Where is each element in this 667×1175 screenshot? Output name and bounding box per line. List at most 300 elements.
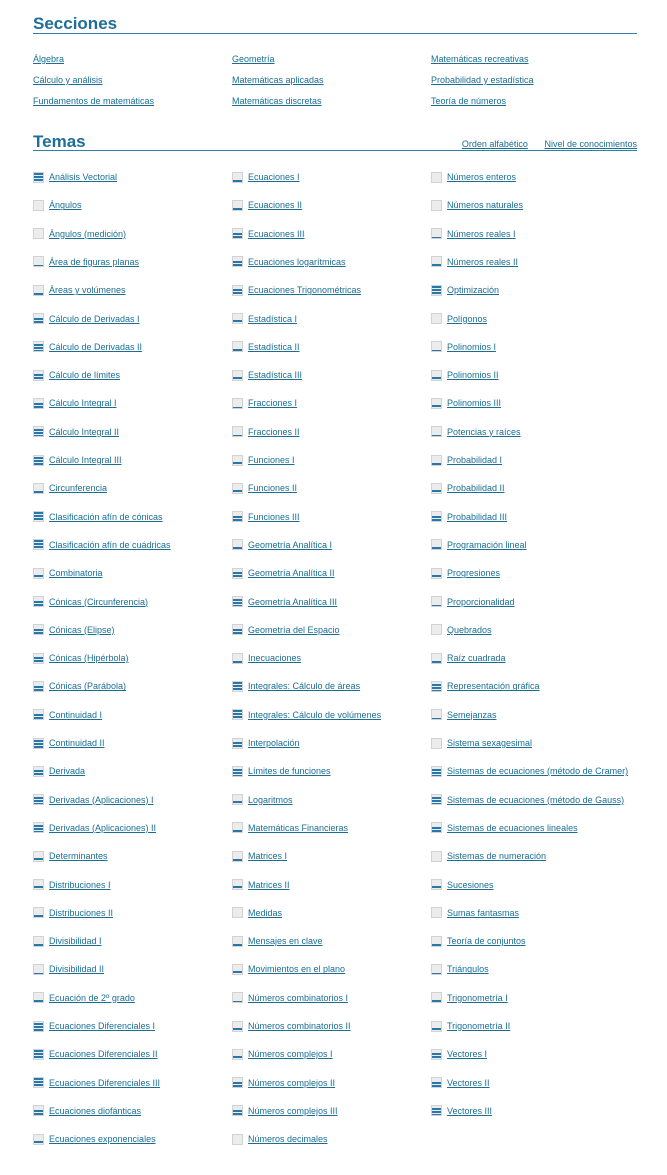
level-fill	[233, 1082, 242, 1087]
topic-link[interactable]: Programación lineal	[447, 539, 527, 550]
topic-link[interactable]: Representación gráfica	[447, 681, 540, 692]
topic-link[interactable]: Matrices II	[248, 879, 290, 890]
topic-item[interactable]	[33, 340, 142, 354]
level-indicator-icon	[232, 992, 243, 1003]
topic-link[interactable]: Geometría Analítica III	[248, 596, 338, 607]
topic-link[interactable]: Límites de funciones	[248, 766, 331, 777]
topic-link[interactable]: Cálculo Integral III	[49, 455, 122, 465]
topic-link[interactable]: Estadística II	[248, 341, 300, 352]
topic-link[interactable]: Cónicas (Parábola)	[49, 681, 127, 692]
topic-item[interactable]	[33, 566, 103, 580]
topic-link[interactable]: Matrices I	[248, 851, 288, 862]
level-fill	[34, 318, 43, 323]
level-indicator-icon	[232, 851, 243, 862]
topic-link[interactable]: Funciones II	[248, 483, 298, 494]
topic-item[interactable]	[232, 538, 332, 552]
topic-item[interactable]	[232, 566, 335, 580]
level-indicator-icon	[232, 653, 243, 664]
section-link[interactable]: Geometría	[232, 54, 275, 64]
topic-link[interactable]: Cálculo de límites	[49, 370, 121, 381]
topic-item[interactable]	[33, 651, 129, 665]
topic-item[interactable]	[232, 425, 300, 439]
topic-link[interactable]: Cónicas (Elipse)	[49, 624, 115, 635]
topic-item[interactable]	[33, 1019, 155, 1033]
level-fill	[233, 886, 242, 889]
topic-link[interactable]: Geometría del Espacio	[248, 624, 340, 635]
level-indicator-icon	[431, 624, 442, 635]
level-indicator-icon	[431, 1105, 442, 1116]
topic-item[interactable]	[431, 1019, 510, 1033]
section-link[interactable]: Probabilidad y estadística	[431, 75, 534, 85]
topic-item[interactable]	[431, 849, 546, 863]
level-fill	[34, 491, 43, 492]
topic-item[interactable]	[33, 878, 111, 892]
topic-link[interactable]: Vectores II	[447, 1077, 490, 1088]
section-link[interactable]: Matemáticas recreativas	[431, 54, 529, 64]
level-indicator-icon	[33, 681, 44, 692]
topic-link[interactable]: Números naturales	[447, 200, 524, 211]
topic-link[interactable]: Cónicas (Circunferencia)	[49, 596, 149, 607]
level-indicator-icon	[33, 936, 44, 947]
topic-link[interactable]: Mensajes en clave	[248, 936, 323, 947]
topic-link[interactable]: Progresiones	[447, 568, 501, 579]
level-fill	[34, 403, 43, 408]
level-indicator-icon	[33, 285, 44, 296]
topic-item[interactable]	[232, 481, 297, 495]
level-indicator-icon	[431, 1021, 442, 1032]
topic-link[interactable]: Derivadas (Aplicaciones) I	[49, 794, 154, 805]
level-fill	[34, 740, 43, 747]
topic-item[interactable]	[431, 566, 500, 580]
topic-item[interactable]	[431, 425, 521, 439]
topic-item[interactable]	[232, 651, 301, 665]
topic-link[interactable]: Integrales: Cálculo de áreas	[248, 681, 361, 692]
topic-link[interactable]: Polígonos	[447, 313, 488, 324]
topic-item[interactable]	[232, 396, 297, 410]
topic-item[interactable]	[33, 962, 104, 976]
topic-link[interactable]: Números complejos II	[248, 1077, 336, 1088]
level-indicator-icon	[33, 851, 44, 862]
topic-item[interactable]	[33, 849, 108, 863]
topic-link[interactable]: Números reales II	[447, 256, 519, 267]
topic-link[interactable]: Ángulos	[49, 200, 82, 211]
topic-link[interactable]: Ecuaciones Diferenciales II	[49, 1049, 158, 1060]
topic-link[interactable]: Sistemas de ecuaciones (método de Cramer)	[447, 766, 629, 777]
section-link[interactable]: Matemáticas aplicadas	[232, 75, 324, 85]
topic-link[interactable]: Números combinatorios I	[248, 992, 349, 1003]
level-indicator-icon	[232, 681, 243, 692]
topic-item[interactable]	[232, 1076, 335, 1090]
topic-link[interactable]: Combinatoria	[49, 568, 103, 579]
level-fill	[34, 1000, 43, 1003]
topic-item[interactable]	[232, 453, 295, 467]
topic-item[interactable]	[232, 764, 331, 778]
topic-link[interactable]: Distribuciones II	[49, 907, 114, 918]
level-indicator-icon	[431, 653, 442, 664]
topic-link[interactable]: Polinomios III	[447, 398, 502, 409]
topic-link[interactable]: Clasificación afín de cuádricas	[49, 539, 171, 550]
level-indicator-icon	[33, 200, 44, 211]
topic-link[interactable]: Ecuaciones II	[248, 200, 303, 211]
topic-link[interactable]: Movimientos en el plano	[248, 964, 346, 975]
topic-link[interactable]: Números complejos III	[248, 1105, 338, 1116]
topic-item[interactable]	[232, 878, 290, 892]
topic-item[interactable]	[33, 481, 107, 495]
topic-link[interactable]: Números enteros	[447, 172, 517, 182]
topic-item[interactable]	[33, 368, 120, 382]
level-fill	[34, 973, 43, 974]
topic-link[interactable]: Ecuaciones I	[248, 172, 300, 182]
topic-link[interactable]: Probabilidad II	[447, 483, 505, 494]
topic-item[interactable]	[33, 934, 102, 948]
topic-item[interactable]	[232, 1104, 338, 1118]
topic-item[interactable]	[33, 623, 115, 637]
topic-link[interactable]: Cálculo de Derivadas I	[49, 313, 140, 324]
topic-link[interactable]: Ecuaciones Diferenciales III	[49, 1077, 161, 1088]
topic-item[interactable]	[232, 368, 302, 382]
topic-link[interactable]: Sucesiones	[447, 879, 494, 890]
level-indicator-icon	[232, 738, 243, 749]
topic-link[interactable]: Proporcionalidad	[447, 596, 515, 607]
topic-link[interactable]: Inecuaciones	[248, 653, 302, 664]
topic-item[interactable]	[232, 736, 300, 750]
topic-link[interactable]: Circunferencia	[49, 483, 108, 494]
topic-item[interactable]	[431, 934, 526, 948]
topic-item[interactable]	[431, 651, 506, 665]
level-indicator-icon	[232, 709, 243, 720]
topic-link[interactable]: Estadística I	[248, 313, 298, 324]
level-fill	[233, 769, 242, 776]
level-indicator-icon	[232, 1105, 243, 1116]
topic-link[interactable]: Sumas fantasmas	[447, 907, 520, 918]
topic-link[interactable]: Semejanzas	[447, 709, 497, 720]
topic-link[interactable]: Continuidad I	[49, 709, 103, 720]
topic-item[interactable]	[431, 623, 492, 637]
topic-link[interactable]: Números decimales	[248, 1134, 328, 1145]
level-fill	[233, 661, 242, 662]
topic-item[interactable]	[431, 1047, 487, 1061]
level-indicator-icon	[232, 200, 243, 211]
topic-item[interactable]	[431, 255, 518, 269]
topic-link[interactable]: Sistemas de numeración	[447, 851, 547, 862]
topic-item[interactable]	[33, 736, 105, 750]
level-indicator-icon	[33, 539, 44, 550]
topic-link[interactable]: Raíz cuadrada	[447, 653, 506, 664]
topic-link[interactable]: Ecuaciones III	[248, 228, 305, 239]
topic-item[interactable]	[232, 991, 348, 1005]
level-indicator-icon	[33, 907, 44, 918]
level-fill	[233, 944, 242, 945]
topic-item[interactable]	[33, 538, 171, 552]
topic-item[interactable]	[33, 595, 148, 609]
topic-item[interactable]	[431, 991, 508, 1005]
topic-item[interactable]	[431, 368, 499, 382]
topic-item[interactable]	[232, 312, 297, 326]
topic-item[interactable]	[431, 227, 516, 241]
topic-link[interactable]: Fracciones I	[248, 398, 298, 409]
topic-link[interactable]: Trigonometría I	[447, 992, 508, 1003]
topic-link[interactable]: Estadística III	[248, 370, 303, 381]
level-fill	[432, 661, 441, 662]
topic-item[interactable]	[431, 1076, 490, 1090]
topic-item[interactable]	[431, 764, 628, 778]
topic-item[interactable]	[431, 962, 489, 976]
topic-link[interactable]: Vectores I	[447, 1049, 488, 1060]
topic-item[interactable]	[33, 1047, 158, 1061]
topic-link[interactable]: Ecuaciones exponenciales	[49, 1134, 156, 1145]
topic-link[interactable]: Funciones III	[248, 511, 300, 522]
level-indicator-icon	[33, 624, 44, 635]
topic-link[interactable]: Ecuaciones Diferenciales I	[49, 1021, 156, 1031]
level-indicator-icon	[33, 398, 44, 409]
level-indicator-icon	[431, 1049, 442, 1060]
level-indicator-icon	[232, 879, 243, 890]
level-indicator-icon	[431, 907, 442, 918]
topic-item[interactable]	[431, 453, 502, 467]
topic-link[interactable]: Cálculo de Derivadas II	[49, 341, 143, 352]
topic-item[interactable]	[232, 906, 282, 920]
topic-item[interactable]	[232, 708, 381, 722]
topic-link[interactable]: Integrales: Cálculo de volúmenes	[248, 709, 382, 720]
topic-link[interactable]: Sistemas de ecuaciones lineales	[447, 822, 578, 833]
level-indicator-icon	[33, 483, 44, 494]
level-indicator-icon	[431, 511, 442, 522]
level-indicator-icon	[33, 1134, 44, 1145]
level-fill	[34, 915, 43, 918]
topic-item[interactable]	[431, 793, 624, 807]
section-link[interactable]: Álgebra	[33, 54, 65, 64]
level-indicator-icon	[33, 455, 44, 466]
topic-item[interactable]	[431, 538, 527, 552]
topic-item[interactable]	[33, 793, 154, 807]
topic-item[interactable]	[431, 736, 532, 750]
level-indicator-icon	[232, 907, 243, 918]
topic-link[interactable]: Derivadas (Aplicaciones) II	[49, 822, 157, 833]
level-fill	[34, 540, 43, 549]
topic-link[interactable]: Ángulos (medición)	[49, 228, 127, 239]
topic-item[interactable]	[431, 821, 578, 835]
topic-item[interactable]	[431, 283, 499, 297]
topic-link[interactable]: Medidas	[248, 907, 283, 918]
topic-link[interactable]: Áreas y volúmenes	[49, 285, 126, 296]
topic-link[interactable]: Polinomios I	[447, 341, 497, 352]
level-indicator-icon	[431, 709, 442, 720]
topic-link[interactable]: Geometría Analítica I	[248, 539, 333, 550]
topic-item[interactable]	[232, 849, 287, 863]
level-indicator-icon	[33, 992, 44, 1003]
level-indicator-icon	[431, 172, 442, 183]
topic-item[interactable]	[232, 255, 346, 269]
topic-item[interactable]	[33, 1076, 160, 1090]
topic-item[interactable]	[33, 906, 113, 920]
topic-link[interactable]: Probabilidad III	[447, 511, 508, 522]
level-fill	[34, 601, 43, 606]
level-indicator-icon	[232, 624, 243, 635]
level-indicator-icon	[431, 851, 442, 862]
topic-link[interactable]: Continuidad II	[49, 738, 105, 748]
level-fill	[432, 718, 441, 719]
topic-link[interactable]: Sistemas de ecuaciones (método de Gauss)	[447, 794, 625, 805]
level-fill	[34, 173, 43, 182]
topic-item[interactable]	[431, 198, 523, 212]
topic-item[interactable]	[431, 708, 497, 722]
topic-item[interactable]	[431, 1104, 492, 1118]
level-indicator-icon	[33, 964, 44, 975]
topic-link[interactable]: Ecuación de 2º grado	[49, 992, 135, 1003]
topic-item[interactable]	[33, 991, 135, 1005]
topic-item[interactable]	[33, 510, 163, 524]
level-indicator-icon	[232, 511, 243, 522]
topic-link[interactable]: Potencias y raíces	[447, 426, 521, 437]
section-link[interactable]: Cálculo y análisis	[33, 75, 103, 85]
topic-item[interactable]	[431, 170, 516, 184]
topic-link[interactable]: Clasificación afín de cónicas	[49, 511, 163, 522]
topic-item[interactable]	[431, 906, 519, 920]
topic-item[interactable]	[33, 1104, 141, 1118]
topic-item[interactable]	[431, 510, 507, 524]
topic-item[interactable]	[431, 312, 487, 326]
topic-item[interactable]	[232, 1047, 333, 1061]
topic-link[interactable]: Trigonometría II	[447, 1021, 511, 1031]
topic-link[interactable]: Distribuciones I	[49, 879, 111, 890]
topic-link[interactable]: Fracciones II	[248, 426, 300, 437]
section-link[interactable]: Fundamentos de matemáticas	[33, 96, 155, 106]
topic-link[interactable]: Cálculo Integral I	[49, 398, 117, 409]
level-fill	[432, 1000, 441, 1003]
level-fill	[432, 350, 441, 351]
topic-link[interactable]: Matemáticas Financieras	[248, 822, 349, 833]
topic-link[interactable]: Funciones I	[248, 455, 295, 465]
topic-link[interactable]: Ecuaciones Trigonométricas	[248, 285, 362, 296]
level-indicator-icon	[431, 426, 442, 437]
topic-link[interactable]: Teoría de conjuntos	[447, 936, 526, 947]
topic-link[interactable]: Números combinatorios II	[248, 1021, 351, 1031]
topic-link[interactable]: Optimización	[447, 285, 500, 296]
topic-item[interactable]	[431, 396, 501, 410]
topic-link[interactable]: Quebrados	[447, 624, 492, 635]
topic-item[interactable]	[431, 878, 494, 892]
topic-link[interactable]: Logaritmos	[248, 794, 293, 805]
topic-item[interactable]	[431, 340, 496, 354]
topic-item[interactable]	[232, 198, 302, 212]
topic-item[interactable]	[33, 283, 126, 297]
topic-item[interactable]	[33, 764, 85, 778]
topic-item[interactable]	[232, 623, 340, 637]
topic-link[interactable]: Geometría Analítica II	[248, 568, 335, 579]
topic-link[interactable]: Interpolación	[248, 738, 300, 748]
level-fill	[34, 1050, 43, 1059]
topic-link[interactable]: Análisis Vectorial	[49, 172, 118, 182]
level-indicator-icon	[33, 568, 44, 579]
topic-item[interactable]	[33, 1132, 156, 1146]
level-fill	[432, 1082, 441, 1087]
level-fill	[233, 320, 242, 323]
level-indicator-icon	[431, 228, 442, 239]
topic-link[interactable]: Divisibilidad II	[49, 964, 105, 975]
topic-item[interactable]	[232, 283, 361, 297]
level-indicator-icon	[232, 822, 243, 833]
level-fill	[34, 1078, 43, 1087]
topic-link[interactable]: Ecuaciones logarítmicas	[248, 256, 346, 267]
topic-item[interactable]	[232, 170, 300, 184]
topic-link[interactable]: Probabilidad I	[447, 455, 503, 465]
section-link[interactable]: Matemáticas discretas	[232, 96, 322, 106]
topic-link[interactable]: Vectores III	[447, 1105, 493, 1116]
topic-item[interactable]	[33, 708, 102, 722]
topic-link[interactable]: Números reales I	[447, 228, 516, 239]
topic-item[interactable]	[33, 312, 140, 326]
level-indicator-icon	[232, 1049, 243, 1060]
topic-item[interactable]	[232, 962, 345, 976]
topic-item[interactable]	[33, 821, 156, 835]
topic-link[interactable]: Divisibilidad I	[49, 936, 102, 947]
level-fill	[233, 349, 242, 352]
topic-link[interactable]: Cálculo Integral II	[49, 426, 120, 437]
level-fill	[34, 344, 43, 351]
topic-link[interactable]: Determinantes	[49, 851, 108, 862]
level-indicator-icon	[431, 483, 442, 494]
topic-item[interactable]	[232, 340, 300, 354]
topic-item[interactable]	[431, 595, 515, 609]
topic-link[interactable]: Triángulos	[447, 964, 489, 975]
level-fill	[233, 1001, 242, 1002]
topic-item[interactable]	[232, 595, 337, 609]
topic-item[interactable]	[33, 396, 117, 410]
topic-item[interactable]	[232, 227, 305, 241]
sort-level-link[interactable]: Nivel de conocimientos	[544, 139, 637, 149]
topic-item[interactable]	[232, 1019, 351, 1033]
topic-link[interactable]: Números complejos I	[248, 1049, 333, 1060]
level-fill	[34, 1141, 43, 1144]
topics-heading	[33, 132, 637, 151]
topic-link[interactable]: Sistema sexagesimal	[447, 738, 533, 748]
topic-link[interactable]: Cónicas (Hipérbola)	[49, 653, 129, 664]
level-fill	[233, 233, 242, 238]
level-indicator-icon	[33, 709, 44, 720]
level-fill	[233, 1028, 242, 1031]
level-fill	[34, 374, 43, 379]
topic-item[interactable]	[33, 227, 126, 241]
topic-item[interactable]	[232, 934, 323, 948]
topic-item[interactable]	[33, 198, 82, 212]
level-fill	[34, 1110, 43, 1115]
topic-item[interactable]	[232, 821, 348, 835]
topic-item[interactable]	[431, 679, 540, 693]
topic-item[interactable]	[232, 510, 300, 524]
topic-item[interactable]	[33, 255, 139, 269]
level-fill	[34, 293, 43, 294]
level-indicator-icon	[431, 596, 442, 607]
topic-item[interactable]	[33, 679, 126, 693]
topic-item[interactable]	[232, 793, 293, 807]
topic-link[interactable]: Ecuaciones diofánticas	[49, 1105, 142, 1116]
topic-item[interactable]	[431, 481, 505, 495]
section-link[interactable]: Teoría de números	[431, 96, 507, 106]
level-indicator-icon	[33, 228, 44, 239]
topic-item[interactable]	[33, 453, 122, 467]
topic-item[interactable]	[33, 170, 117, 184]
sort-alphabetical-link[interactable]: Orden alfabético	[461, 139, 528, 149]
topic-item[interactable]	[232, 679, 360, 693]
topic-item[interactable]	[232, 1132, 328, 1146]
level-fill	[233, 516, 242, 521]
topic-link[interactable]: Polinomios II	[447, 370, 499, 381]
topic-item[interactable]	[33, 425, 119, 439]
level-fill	[233, 599, 242, 606]
topic-link[interactable]: Área de figuras planas	[49, 256, 140, 267]
level-fill	[432, 377, 441, 380]
topic-link[interactable]: Derivada	[49, 766, 86, 777]
